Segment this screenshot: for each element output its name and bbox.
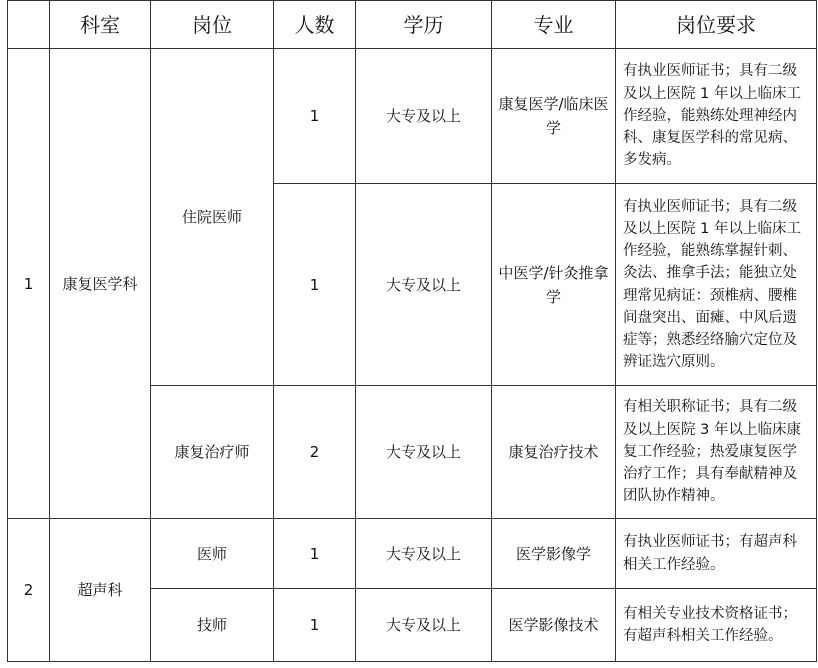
header-major: 专业 (492, 1, 616, 49)
education-cell: 大专及以上 (356, 386, 492, 519)
position-cell: 医师 (151, 519, 274, 589)
count-cell: 1 (274, 184, 356, 386)
position-cell: 康复治疗师 (151, 386, 274, 519)
header-education: 学历 (356, 1, 492, 49)
requirement-cell: 有执业医师证书；有超声科相关工作经验。 (616, 519, 817, 589)
education-cell: 大专及以上 (356, 589, 492, 662)
position-cell: 住院医师 (151, 49, 274, 386)
count-cell: 1 (274, 519, 356, 589)
header-requirement: 岗位要求 (616, 1, 817, 49)
dept-cell: 康复医学科 (50, 49, 151, 519)
requirement-cell: 有相关职称证书；具有二级及以上医院 3 年以上临床康复工作经验；热爱康复医学治疗工作；具有奉献精神及团队协作精神。 (616, 386, 817, 519)
requirement-cell: 有相关专业技术资格证书；有超声科相关工作经验。 (616, 589, 817, 662)
education-cell: 大专及以上 (356, 49, 492, 184)
dept-cell: 超声科 (50, 519, 151, 662)
header-position: 岗位 (151, 1, 274, 49)
major-cell: 康复治疗技术 (492, 386, 616, 519)
table-row (8, 49, 817, 184)
count-cell: 2 (274, 386, 356, 519)
position-cell: 技师 (151, 589, 274, 662)
major-cell: 中医学/针灸推拿学 (492, 184, 616, 386)
requirement-cell: 有执业医师证书；具有二级及以上医院 1 年以上临床工作经验，能熟练掌握针刺、灸法、推拿手法；能独立处理常见病证：颈椎病、腰椎间盘突出、面瘫、中风后遗症等；熟悉经络腧穴定位及辨证选穴原则。 (616, 184, 817, 386)
group-no-cell: 1 (8, 49, 50, 519)
education-cell: 大专及以上 (356, 519, 492, 589)
count-cell: 1 (274, 589, 356, 662)
education-cell: 大专及以上 (356, 184, 492, 386)
major-cell: 医学影像技术 (492, 589, 616, 662)
header-no (8, 1, 50, 49)
major-cell: 康复医学/临床医学 (492, 49, 616, 184)
header-dept: 科室 (50, 1, 151, 49)
header-row (8, 1, 817, 49)
recruitment-table (7, 0, 817, 662)
group-no-cell: 2 (8, 519, 50, 662)
count-cell: 1 (274, 49, 356, 184)
table-row (8, 519, 817, 589)
major-cell: 医学影像学 (492, 519, 616, 589)
requirement-cell: 有执业医师证书；具有二级及以上医院 1 年以上临床工作经验，能熟练处理神经内科、康复医学科的常见病、多发病。 (616, 49, 817, 184)
header-count: 人数 (274, 1, 356, 49)
